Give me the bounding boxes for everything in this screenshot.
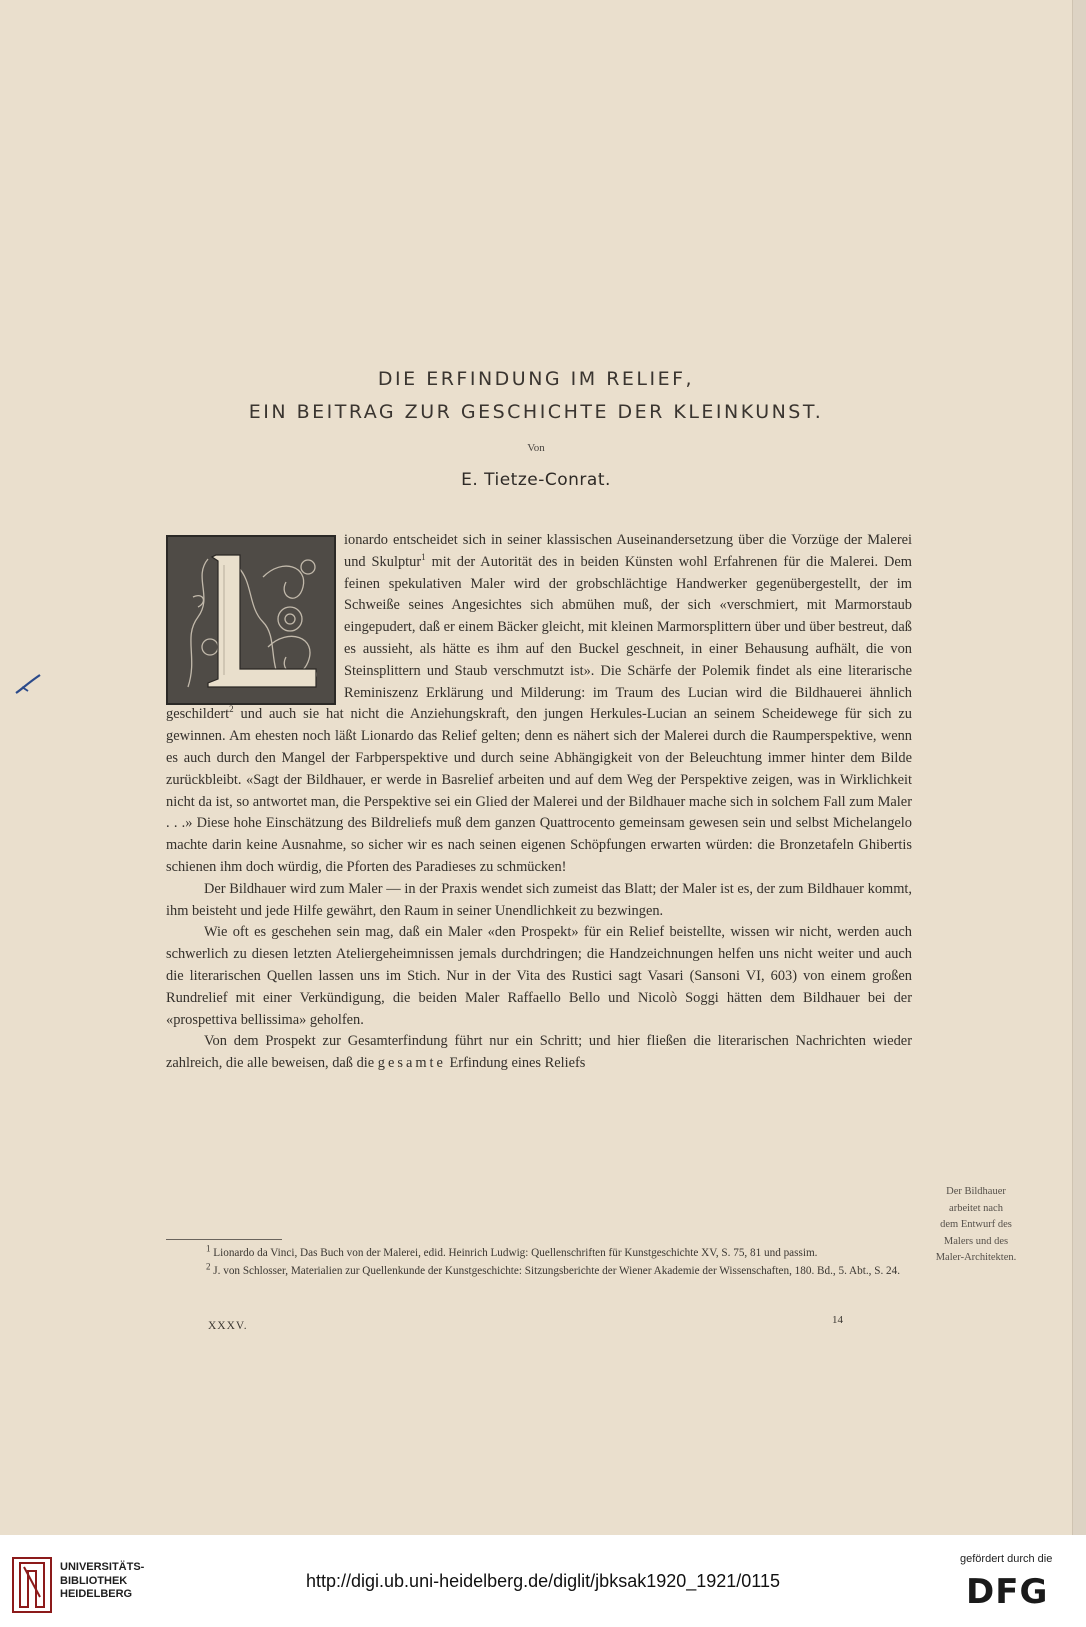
funding-caption: gefördert durch die [960,1553,1053,1565]
footnotes [166,1245,912,1280]
footnote-ref-2[interactable]: 2 [229,704,234,715]
paragraph-4: Von dem Prospekt zur Gesamterfindung führt nur ein Schritt; und hier fließen die literarischen Nachrichten wieder zahlreich, die alle beweisen, daß die gesamte Erfindung eines Reliefs [166,1033,912,1072]
volume-signature: XXXV. [208,1320,248,1332]
article-title-line1: DIE ERFINDUNG IM RELIEF, [377,368,695,390]
paragraph-2: Der Bildhauer wird zum Maler — in der Praxis wendet sich zumeist das Blatt; der Maler ist es, der zum Bildhauer kommt, ihm beisteht und jede Hilfe gewährt, den Raum in seiner Unendlichkeit zu bezwingen. [166,880,912,919]
paragraph-1: ionardo entscheidet sich in seiner klassischen Auseinandersetzung über die Vorzüge der Malerei und Skulptur$^1$ mit der Autorität des in beiden Künsten wohl Erfahrenen für die Malerei. Dem feinen spekulativen Maler wird der grobschlächtige Handwerker gegenübergestellt, der im Schweiße seines Angesichtes sich abmühen muß, der sich «verschmiert, mit Marmorstaub eingepudert, daß er einem Bäcker gleicht, mit kleinen Marmorsplittern über und über bestreut, daß es aussieht, als hätte es ihm auf den Buckel geschneit, in einer Behausung aufhält, die von Steinsplittern und Staub verschmutzt ist». Die Schärfe der Polemik findet als eine literarische Reminiszenz Erklärung und Milderung: im Traum des Lucian wird die Bildhauerei ähnlich geschildert$^2$ und auch sie hat nicht die Anziehungskraft, den jungen Herkules-Lucian an seinem Scheidewege für sich zu gewinnen. Am ehesten noch läßt Lionardo das Relief gelten; denn es nähert sich der Malerei durch die Raumperspektive, wenn es auch durch den Mangel der Farbperspektive und durch seine Abhängigkeit von der Beleuchtung immer hinter dem Bilde zurückbleibt. «Sagt der Bildhauer, er werde in Basrelief arbeiten und auf dem Weg der Perspektive zeigen, was in Wirklichkeit nicht da ist, so antwortet man, die Perspektive sei ein Glied der Malerei und der Bildhauer mache sich in solchem Fall zum Maler . . .» Diese hohe Einschätzung des Bildreliefs muß dem ganzen Quattrocento gemeinsam gewesen sein und selbst Michelangelo machte darin keine Ausnahme, so sicher wir es nach seinen eigenen Schöpfungen erwarten würden: die Bronzetafeln Ghibertis schienen ihm doch würdig, die Pforten des Paradieses zu schmücken! [166,532,912,875]
paragraph-3: Wie oft es geschehen sein mag, daß ein Maler «den Prospekt» für ein Relief beistellte, wissen wir nicht, werden auch schwerlich zu diesen letzten Ateliergeheimnissen jemals durchdringen; die Handzeichnungen helfen uns nicht weiter und auch die literarischen Quellen lassen uns im Stich. Nur in der Vita des Rustici sagt Vasari (Sansoni VI, 603) von einem großen Rundrelief mit einer Verkündigung, die beiden Maler Raffaello Bello und Nicolò Soggi hätten dem Bildhauer bei der «prospettiva bellissima» geholfen. [166,924,912,1028]
footnote-2: $^2$ J. von Schlosser, Materialien zur Quellenkunde der Kunstgeschichte: Sitzungsberichte der Wiener Akademie der Wissenschaften, 180. Bd., 5. Abt., S. 24. [206,1260,901,1277]
article-title-line2: EIN BEITRAG ZUR GESCHICHTE DER KLEINKUNST. [248,401,824,423]
page-number: 14 [832,1314,843,1326]
byline-von: Von [527,442,545,454]
author-name: E. Tietze-Conrat. [461,470,611,490]
footnote-divider [166,1239,282,1240]
ink-mark-icon [14,673,44,697]
footnote-1: $^1$ Lionardo da Vinci, Das Buch von der Malerei, edid. Heinrich Ludwig: Quellenschriften für Kunstgeschichte XV, S. 75, 81 und passim. [206,1243,818,1259]
footnote-ref-1[interactable]: 1 [421,552,426,562]
library-name: UNIVERSITÄTS- BIBLIOTHEK HEIDELBERG [60,1561,145,1600]
marginal-note: Der Bildhauer arbeitet nach dem Entwurf des Malers und des Maler-Architekten. [935,1186,1017,1263]
article-body [166,530,912,1075]
dfg-logo: DFG [966,1572,1049,1612]
permalink-url[interactable]: http://digi.ub.uni-heidelberg.de/diglit/jbksak1920_1921/0115 [305,1571,781,1591]
